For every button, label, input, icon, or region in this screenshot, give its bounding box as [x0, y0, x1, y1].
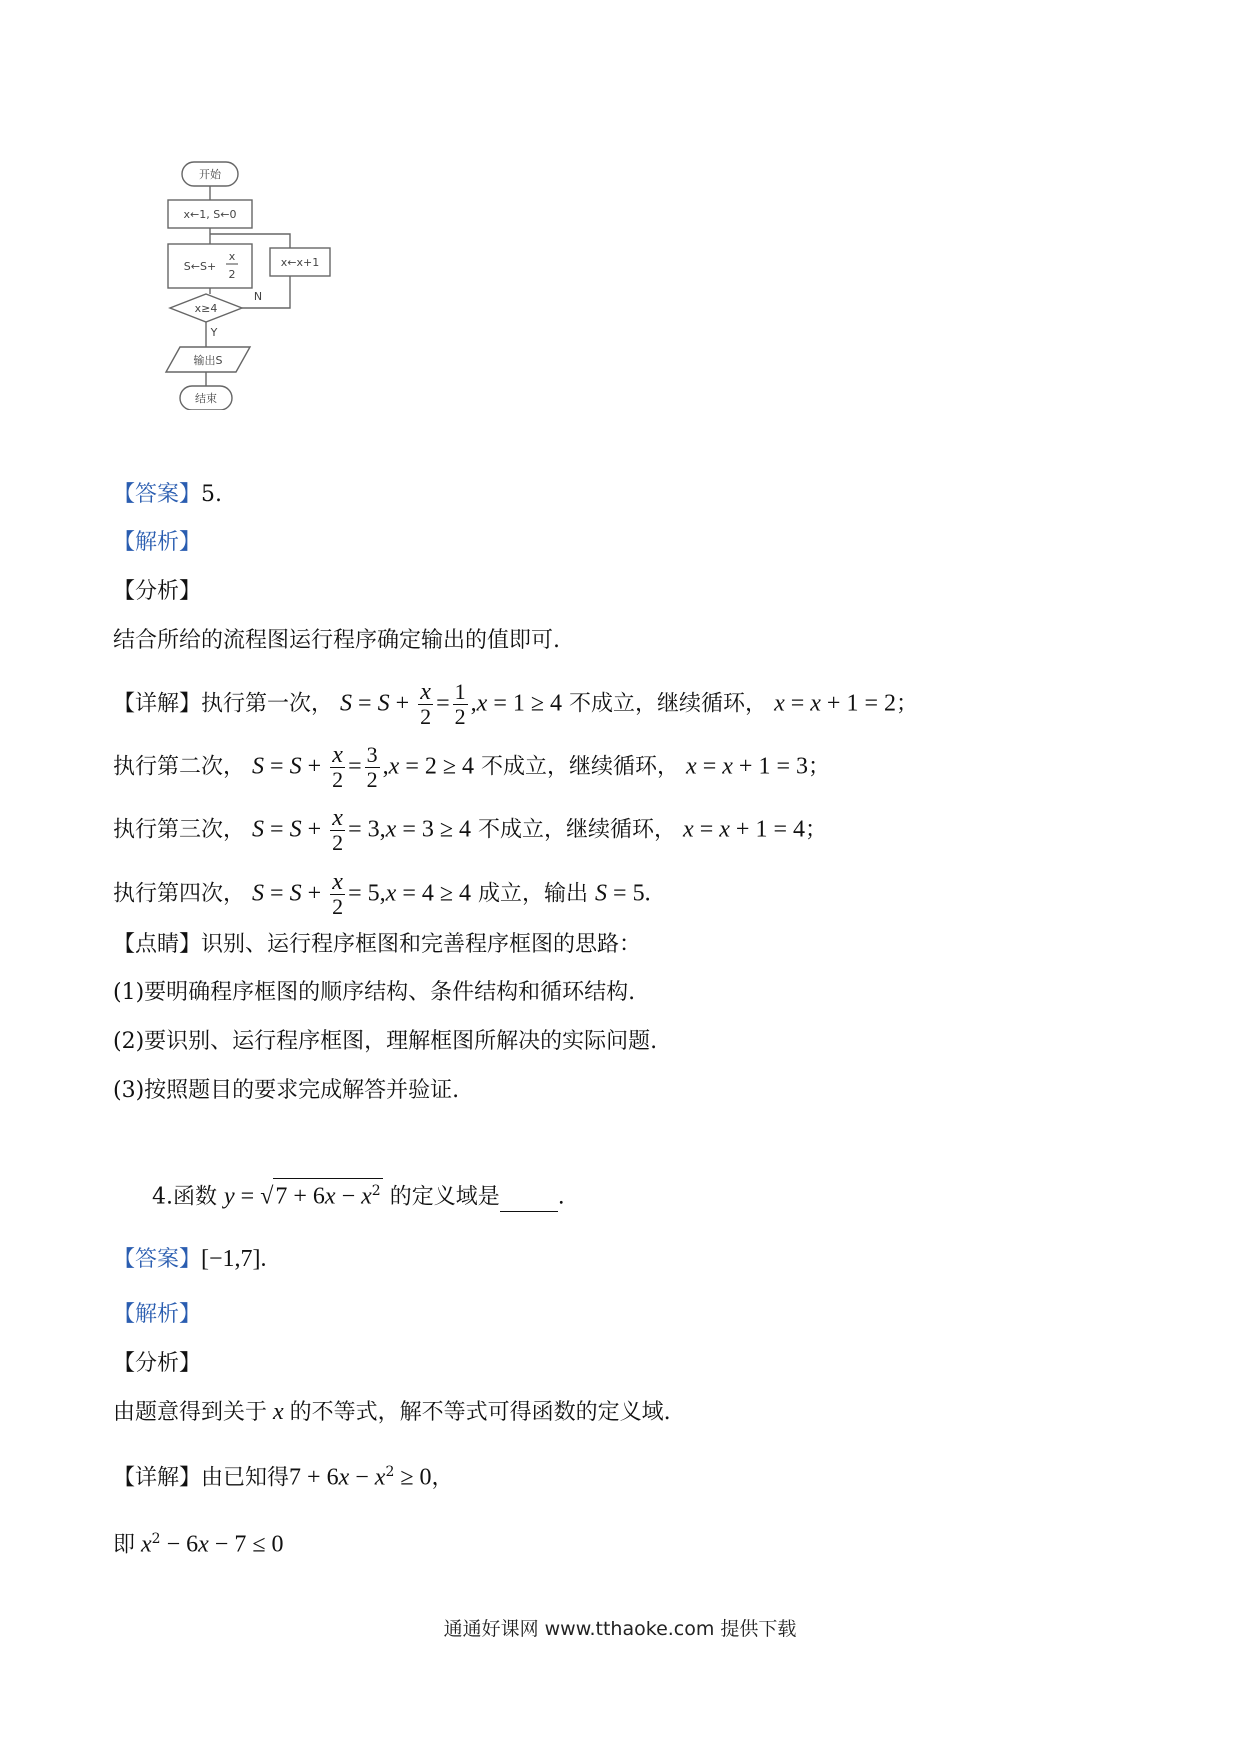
step1-mid: 不成立，继续循环，: [569, 691, 768, 717]
answer-blank: [500, 1187, 558, 1212]
start-label: 开始: [199, 168, 221, 181]
fenxi-b: 的不等式，解不等式可得函数的定义域.: [289, 1400, 671, 1425]
q4-answer-tag: 【答案】: [113, 1247, 202, 1272]
q4-fenxi-tag: 【分析】: [113, 1351, 202, 1376]
step3-mid: 不成立，继续循环，: [478, 817, 677, 843]
q3-point3: (3)按照题目的要求完成解答并验证.: [113, 1078, 460, 1103]
q3-step3: 执行第三次， S = S + $\frac{x}{2}$ = 3,x = 3 ≥ 4 不成立，继续循环， x = x + 1 = 4；: [113, 805, 827, 855]
q4-suffix: 的定义域是: [389, 1184, 500, 1210]
q3-step4: 执行第四次， S = S + $\frac{x}{2}$ = 5,x = 4 ≥ 4 成立，输出 S = 5.: [113, 869, 651, 919]
update-s-num: x: [228, 250, 236, 263]
no-label: N: [253, 290, 263, 303]
q3-fenxi-tag: 【分析】: [113, 579, 202, 604]
dianjing-text: 识别、运行程序框图和完善程序框图的思路：: [201, 932, 642, 957]
q4-detail-text: 由已知得: [201, 1465, 290, 1491]
step3-text: 执行第三次，: [113, 817, 246, 843]
step4-text: 执行第四次，: [113, 881, 246, 907]
q4-answer-value: [−1,7].: [201, 1246, 267, 1272]
increment-label: x←x+1: [280, 256, 320, 269]
q3-dianjing: [113, 930, 641, 960]
q3-step2: 执行第二次， S = S + $\frac{x}{2}$ = $\frac{3}{2}$ ,x = 2 ≥ 4 不成立，继续循环， x = x + 1 = 3；: [113, 742, 830, 792]
q3-step1: 【详解】执行第一次， S = S + $\frac{x}{2}$ = $\frac{1}{2}$ ,x = 1 ≥ 4 不成立，继续循环， x = x + 1 = 2；: [113, 679, 919, 729]
page-footer: 通通好课网 www.tthaoke.com 提供下载: [443, 1618, 797, 1640]
fenxi-a: 由题意得到关于: [113, 1400, 268, 1425]
answer-value: 5.: [201, 482, 223, 507]
yes-label: Y: [210, 326, 218, 339]
q4-answer: [113, 1244, 267, 1275]
step1-text: 执行第一次，: [201, 691, 334, 717]
answer-tag: 【答案】: [113, 482, 202, 507]
q4-detail: 【详解】由已知得$7 + 6x - x^2 \ge 0$，: [113, 1464, 454, 1491]
ji-text: 即: [113, 1532, 136, 1558]
q3-point1: (1)要明确程序框图的顺序结构、条件结构和循环结构.: [113, 980, 636, 1005]
step2-text: 执行第二次，: [113, 754, 246, 780]
detail-tag: 【详解】: [113, 691, 202, 717]
q4-fenxi-text: 由题意得到关于 x 的不等式，解不等式可得函数的定义域.: [113, 1399, 671, 1425]
q3-point2: (2)要识别、运行程序框图，理解框图所解决的实际问题.: [113, 1029, 658, 1054]
end-label: 结束: [195, 392, 217, 405]
q3-analysis-tag: 【解析】: [113, 530, 202, 555]
condition-label: x≥4: [194, 302, 218, 315]
q4-analysis-tag: 【解析】: [113, 1302, 202, 1327]
update-s-den: 2: [228, 268, 236, 281]
init-label: x←1, S←0: [183, 208, 237, 221]
output-label: 输出S: [193, 354, 223, 367]
flowchart-diagram: [160, 160, 360, 410]
q4-prefix: 4.函数: [152, 1184, 217, 1210]
q4-question: 4.函数 $y = √7 + 6x - x^2$ 的定义域是 .: [152, 1178, 565, 1212]
q3-fenxi-text: 结合所给的流程图运行程序确定输出的值即可.: [113, 628, 560, 653]
step4-mid: 成立，输出: [478, 881, 589, 907]
dianjing-tag: 【点睛】: [113, 932, 202, 957]
q3-answer: [113, 480, 222, 510]
q4-ji: 即 $x^2 - 6x - 7 \le 0$: [113, 1531, 284, 1558]
q4-detail-tag: 【详解】: [113, 1465, 202, 1491]
step2-mid: 不成立，继续循环，: [481, 754, 680, 780]
update-s-label: S←S+: [183, 260, 217, 273]
